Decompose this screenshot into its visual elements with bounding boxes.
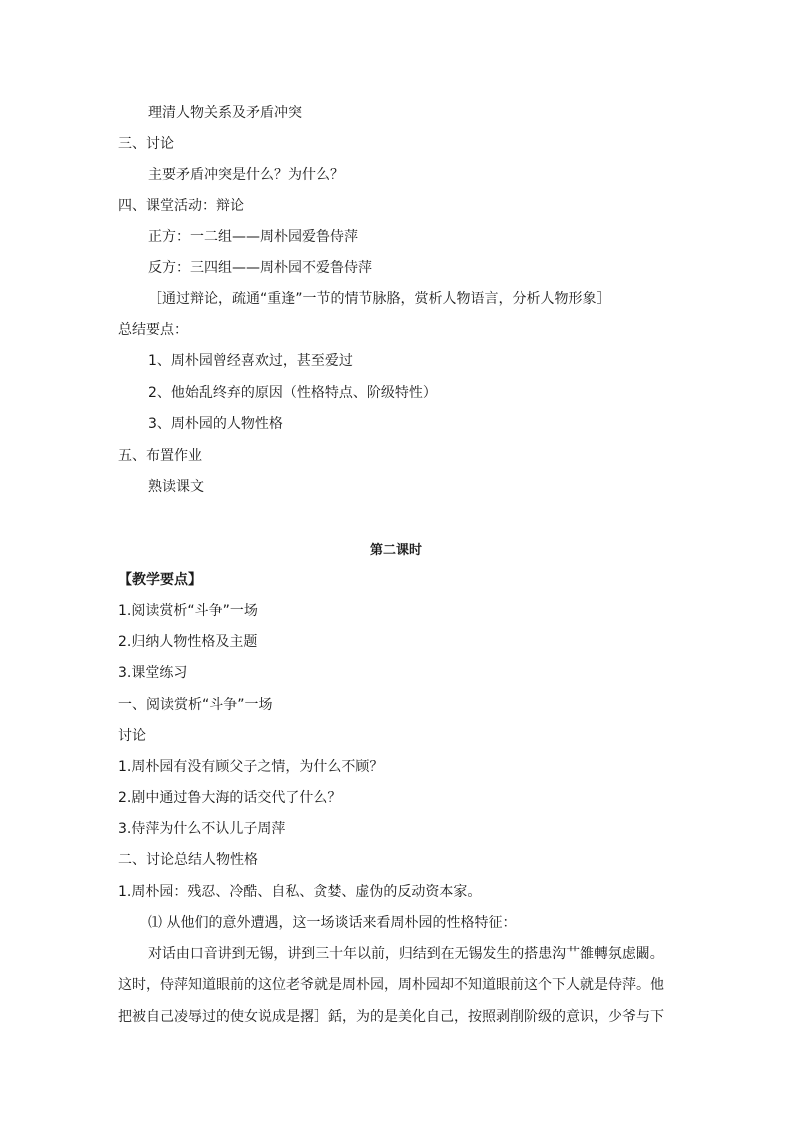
- text-line: 讨论: [118, 728, 146, 744]
- section-heading: 二、讨论总结人物性格: [118, 852, 258, 868]
- list-item: 3.课堂练习: [118, 665, 188, 681]
- section-heading: 【教学要点】: [118, 572, 202, 588]
- section-heading: 四、课堂活动：辩论: [118, 198, 244, 214]
- paragraph-line: 把被自己凌辱过的使女说成是撂］銛，为的是美化自己，按照剥削阶级的意识，少爷与下: [118, 1009, 664, 1025]
- list-item: 2.归纳人物性格及主题: [118, 634, 258, 650]
- paragraph-line: 对话由口音讲到无锡，讲到三十年以前，归结到在无锡发生的搭患沟艹雒轉氛虑闞。: [148, 946, 664, 962]
- text-line: 正方：一二组——周朴园爱鲁侍萍: [148, 229, 358, 245]
- list-item: 3、周朴园的人物性格: [148, 416, 283, 432]
- list-item: 1.阅读赏析“斗争”一场: [118, 603, 258, 619]
- text-line: ［通过辩论，疏通“重逢”一节的情节脉胳，赏析人物语言，分析人物形象］: [148, 291, 611, 307]
- list-item: 1、周朴园曾经喜欢过，甚至爱过: [148, 353, 353, 369]
- lesson-title: 第二课时: [370, 543, 423, 558]
- section-heading: 一、阅读赏析“斗争”一场: [118, 697, 273, 713]
- paragraph-line: 这时，侍萍知道眼前的这位老爷就是周朴园，周朴园却不知道眼前这个下人就是侍萍。他: [118, 977, 664, 993]
- text-line: 理清人物关系及矛盾冲突: [148, 105, 302, 121]
- text-line: 总结要点：: [118, 322, 188, 338]
- section-heading: 三、讨论: [118, 136, 174, 152]
- text-line: 熟读课文: [148, 479, 204, 495]
- text-line: 主要矛盾冲突是什么？为什么？: [148, 167, 344, 183]
- list-item: 3.侍萍为什么不认儿子周萍: [118, 821, 286, 837]
- list-item: 2.剧中通过鲁大海的话交代了什么？: [118, 790, 342, 806]
- list-item: 2、他始乱终弃的原因（性格特点、阶级特性）: [148, 385, 437, 401]
- text-line: 1.周朴园：残忍、冷酷、自私、贪婪、虚伪的反动资本家。: [118, 884, 482, 900]
- list-item: 1.周朴园有没有顾父子之情，为什么不顾？: [118, 759, 384, 775]
- text-line: 反方：三四组——周朴园不爱鲁侍萍: [148, 260, 372, 276]
- text-line: ⑴ 从他们的意外遭遇，这一场谈话来看周朴园的性格特征：: [148, 915, 517, 931]
- section-heading: 五、布置作业: [118, 448, 202, 464]
